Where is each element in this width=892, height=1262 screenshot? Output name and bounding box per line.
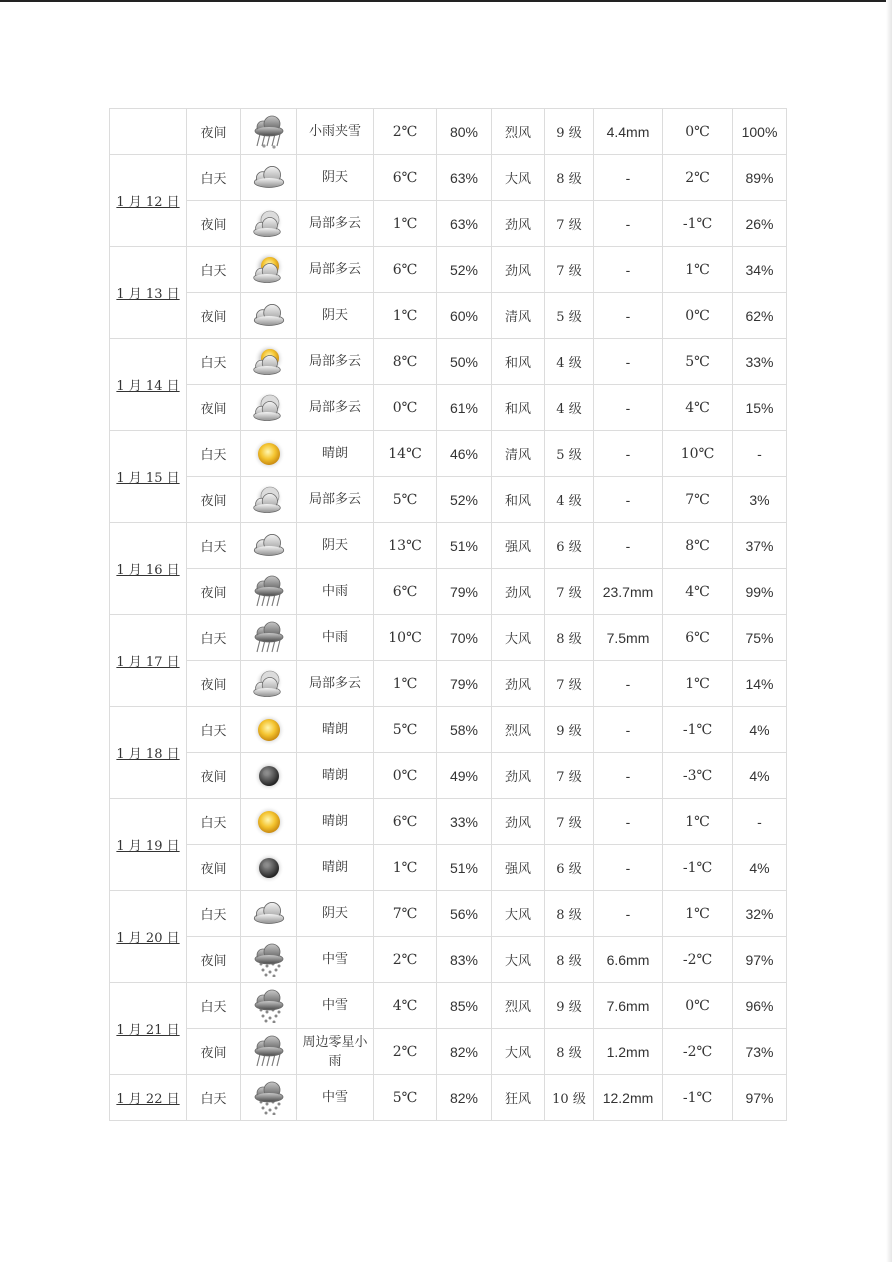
temperature-cell: 4℃ [374,983,437,1029]
table-row [110,937,787,983]
rain-icon [241,1029,297,1075]
wind-level-cell: 7 级 [545,569,594,615]
wind-level-cell: 8 级 [545,615,594,661]
temperature-cell: 1℃ [374,201,437,247]
weather-desc-cell: 晴朗 [297,799,374,845]
cloud-cover-cell: 62% [733,293,787,339]
temperature-cell: 10℃ [374,615,437,661]
dew-point-cell: 4℃ [663,569,733,615]
cloud-cover-cell: 99% [733,569,787,615]
period-cell: 夜间 [187,477,241,523]
weather-desc-cell: 中雪 [297,983,374,1029]
table-row [110,615,787,661]
wind-level-cell: 4 级 [545,477,594,523]
table-row [110,707,787,753]
partly-cloudy-day-icon [241,339,297,385]
date-link[interactable]: 1 月 14 日 [116,379,180,394]
temperature-cell: 1℃ [374,293,437,339]
weather-desc-cell: 中雨 [297,569,374,615]
rain-snow-icon [241,109,297,155]
wind-cell: 大风 [492,155,545,201]
dew-point-cell: 5℃ [663,339,733,385]
humidity-cell: 63% [437,201,492,247]
wind-cell: 烈风 [492,109,545,155]
dew-point-cell: -2℃ [663,937,733,983]
humidity-cell: 49% [437,753,492,799]
wind-cell: 大风 [492,891,545,937]
table-row [110,753,787,799]
wind-level-cell: 4 级 [545,385,594,431]
cloud-cover-cell: - [733,799,787,845]
cloud-cover-cell: 37% [733,523,787,569]
page-edge-shade [886,0,892,1262]
dew-point-cell: 8℃ [663,523,733,569]
dew-point-cell: 1℃ [663,891,733,937]
weather-desc-cell: 中雨 [297,615,374,661]
cloud-cover-cell: 26% [733,201,787,247]
period-cell: 白天 [187,1075,241,1121]
period-cell: 夜间 [187,845,241,891]
weather-desc-cell: 局部多云 [297,339,374,385]
rain-icon [241,569,297,615]
precipitation-cell: - [594,845,663,891]
precipitation-cell: 1.2mm [594,1029,663,1075]
precipitation-cell: 7.6mm [594,983,663,1029]
humidity-cell: 52% [437,477,492,523]
wind-level-cell: 9 级 [545,707,594,753]
weather-desc-cell: 周边零星小雨 [297,1029,374,1075]
humidity-cell: 50% [437,339,492,385]
period-cell: 夜间 [187,109,241,155]
period-cell: 白天 [187,339,241,385]
temperature-cell: 5℃ [374,707,437,753]
temperature-cell: 6℃ [374,569,437,615]
dew-point-cell: -1℃ [663,201,733,247]
table-row [110,1075,787,1121]
weather-desc-cell: 中雪 [297,937,374,983]
dew-point-cell: 0℃ [663,983,733,1029]
cloud-cover-cell: 100% [733,109,787,155]
cloud-cover-cell: 97% [733,1075,787,1121]
date-link[interactable]: 1 月 21 日 [116,1023,180,1038]
temperature-cell: 2℃ [374,1029,437,1075]
date-cell[interactable] [110,707,187,799]
weather-desc-cell: 阴天 [297,293,374,339]
date-link[interactable]: 1 月 17 日 [116,655,180,670]
period-cell: 白天 [187,431,241,477]
humidity-cell: 79% [437,661,492,707]
partly-cloudy-night-icon [241,661,297,707]
top-rule [0,0,892,2]
wind-cell: 劲风 [492,247,545,293]
date-link[interactable]: 1 月 16 日 [116,563,180,578]
wind-level-cell: 10 级 [545,1075,594,1121]
wind-level-cell: 4 级 [545,339,594,385]
wind-cell: 劲风 [492,569,545,615]
wind-level-cell: 5 级 [545,293,594,339]
wind-level-cell: 6 级 [545,845,594,891]
date-cell[interactable] [110,983,187,1075]
weather-desc-cell: 局部多云 [297,247,374,293]
humidity-cell: 52% [437,247,492,293]
overcast-icon [241,891,297,937]
date-cell[interactable] [110,615,187,707]
wind-level-cell: 8 级 [545,937,594,983]
date-cell[interactable] [110,799,187,891]
wind-level-cell: 7 级 [545,201,594,247]
humidity-cell: 46% [437,431,492,477]
temperature-cell: 13℃ [374,523,437,569]
period-cell: 白天 [187,523,241,569]
wind-cell: 劲风 [492,753,545,799]
period-cell: 白天 [187,983,241,1029]
weather-desc-cell: 局部多云 [297,477,374,523]
partly-cloudy-night-icon [241,201,297,247]
weather-desc-cell: 晴朗 [297,707,374,753]
weather-desc-cell: 阴天 [297,891,374,937]
cloud-cover-cell: 96% [733,983,787,1029]
table-row [110,661,787,707]
period-cell: 夜间 [187,569,241,615]
table-row [110,1029,787,1075]
dew-point-cell: 1℃ [663,661,733,707]
temperature-cell: 6℃ [374,155,437,201]
wind-cell: 和风 [492,339,545,385]
cloud-cover-cell: 73% [733,1029,787,1075]
period-cell: 夜间 [187,293,241,339]
date-cell[interactable] [110,891,187,983]
wind-level-cell: 8 级 [545,891,594,937]
date-link[interactable]: 1 月 15 日 [116,471,180,486]
date-link[interactable]: 1 月 18 日 [116,747,180,762]
wind-level-cell: 7 级 [545,753,594,799]
wind-level-cell: 7 级 [545,661,594,707]
dew-point-cell: 1℃ [663,799,733,845]
period-cell: 白天 [187,799,241,845]
period-cell: 夜间 [187,937,241,983]
dew-point-cell: 10℃ [663,431,733,477]
wind-cell: 劲风 [492,799,545,845]
precipitation-cell: 12.2mm [594,1075,663,1121]
weather-desc-cell: 小雨夹雪 [297,109,374,155]
period-cell: 白天 [187,155,241,201]
cloud-cover-cell: - [733,431,787,477]
rain-icon [241,615,297,661]
precipitation-cell: - [594,339,663,385]
table-row [110,339,787,385]
precipitation-cell: - [594,431,663,477]
wind-cell: 清风 [492,293,545,339]
wind-cell: 和风 [492,385,545,431]
table-row [110,477,787,523]
weather-desc-cell: 晴朗 [297,753,374,799]
precipitation-cell: - [594,247,663,293]
precipitation-cell: - [594,385,663,431]
weather-desc-cell: 局部多云 [297,661,374,707]
humidity-cell: 58% [437,707,492,753]
weather-desc-cell: 晴朗 [297,845,374,891]
wind-cell: 狂风 [492,1075,545,1121]
wind-level-cell: 8 级 [545,155,594,201]
wind-level-cell: 9 级 [545,983,594,1029]
cloud-cover-cell: 89% [733,155,787,201]
snow-icon [241,937,297,983]
wind-cell: 清风 [492,431,545,477]
cloud-cover-cell: 33% [733,339,787,385]
temperature-cell: 2℃ [374,109,437,155]
cloud-cover-cell: 15% [733,385,787,431]
date-link[interactable]: 1 月 19 日 [116,839,180,854]
sun-icon [241,707,297,753]
precipitation-cell: - [594,891,663,937]
wind-level-cell: 9 级 [545,109,594,155]
period-cell: 夜间 [187,1029,241,1075]
wind-cell: 劲风 [492,201,545,247]
date-link[interactable]: 1 月 13 日 [116,287,180,302]
temperature-cell: 1℃ [374,661,437,707]
dew-point-cell: 0℃ [663,293,733,339]
temperature-cell: 8℃ [374,339,437,385]
moon-icon [241,845,297,891]
temperature-cell: 2℃ [374,937,437,983]
period-cell: 夜间 [187,661,241,707]
humidity-cell: 82% [437,1075,492,1121]
date-cell[interactable] [110,1075,187,1121]
weather-table-body [110,109,787,1121]
wind-cell: 大风 [492,1029,545,1075]
precipitation-cell: - [594,155,663,201]
humidity-cell: 51% [437,845,492,891]
weather-desc-cell: 晴朗 [297,431,374,477]
weather-desc-cell: 阴天 [297,155,374,201]
temperature-cell: 14℃ [374,431,437,477]
wind-level-cell: 5 级 [545,431,594,477]
humidity-cell: 51% [437,523,492,569]
wind-cell: 大风 [492,937,545,983]
snow-icon [241,1075,297,1121]
precipitation-cell: 4.4mm [594,109,663,155]
date-cell[interactable] [110,155,187,247]
dew-point-cell: 7℃ [663,477,733,523]
table-row [110,109,787,155]
overcast-icon [241,293,297,339]
wind-level-cell: 8 级 [545,1029,594,1075]
table-row [110,385,787,431]
wind-cell: 和风 [492,477,545,523]
period-cell: 夜间 [187,201,241,247]
temperature-cell: 0℃ [374,385,437,431]
precipitation-cell: 23.7mm [594,569,663,615]
precipitation-cell: - [594,201,663,247]
wind-cell: 强风 [492,523,545,569]
dew-point-cell: 4℃ [663,385,733,431]
cloud-cover-cell: 75% [733,615,787,661]
precipitation-cell: 6.6mm [594,937,663,983]
dew-point-cell: 2℃ [663,155,733,201]
precipitation-cell: - [594,523,663,569]
date-cell[interactable] [110,523,187,615]
wind-cell: 劲风 [492,661,545,707]
precipitation-cell: - [594,799,663,845]
dew-point-cell: 1℃ [663,247,733,293]
weather-desc-cell: 中雪 [297,1075,374,1121]
humidity-cell: 33% [437,799,492,845]
date-link[interactable]: 1 月 22 日 [116,1092,180,1107]
dew-point-cell: -1℃ [663,707,733,753]
date-link[interactable]: 1 月 20 日 [116,931,180,946]
precipitation-cell: - [594,293,663,339]
humidity-cell: 82% [437,1029,492,1075]
dew-point-cell: -3℃ [663,753,733,799]
temperature-cell: 5℃ [374,477,437,523]
table-row [110,247,787,293]
dew-point-cell: -1℃ [663,1075,733,1121]
humidity-cell: 61% [437,385,492,431]
table-row [110,845,787,891]
date-cell[interactable] [110,109,187,155]
dew-point-cell: 0℃ [663,109,733,155]
sun-icon [241,431,297,477]
date-cell[interactable] [110,339,187,431]
temperature-cell: 5℃ [374,1075,437,1121]
partly-cloudy-night-icon [241,477,297,523]
humidity-cell: 56% [437,891,492,937]
partly-cloudy-night-icon [241,385,297,431]
table-row [110,293,787,339]
moon-icon [241,753,297,799]
table-row [110,155,787,201]
weather-desc-cell: 阴天 [297,523,374,569]
partly-cloudy-day-icon [241,247,297,293]
period-cell: 白天 [187,891,241,937]
temperature-cell: 1℃ [374,845,437,891]
date-link[interactable]: 1 月 12 日 [116,195,180,210]
humidity-cell: 63% [437,155,492,201]
cloud-cover-cell: 14% [733,661,787,707]
dew-point-cell: 6℃ [663,615,733,661]
humidity-cell: 70% [437,615,492,661]
wind-cell: 大风 [492,615,545,661]
date-cell[interactable] [110,247,187,339]
cloud-cover-cell: 34% [733,247,787,293]
wind-cell: 烈风 [492,983,545,1029]
humidity-cell: 60% [437,293,492,339]
cloud-cover-cell: 97% [733,937,787,983]
humidity-cell: 79% [437,569,492,615]
precipitation-cell: 7.5mm [594,615,663,661]
humidity-cell: 83% [437,937,492,983]
cloud-cover-cell: 3% [733,477,787,523]
overcast-icon [241,155,297,201]
dew-point-cell: -2℃ [663,1029,733,1075]
table-row [110,523,787,569]
period-cell: 白天 [187,615,241,661]
dew-point-cell: -1℃ [663,845,733,891]
wind-cell: 强风 [492,845,545,891]
cloud-cover-cell: 4% [733,707,787,753]
weather-forecast-table [109,108,787,1121]
humidity-cell: 80% [437,109,492,155]
period-cell: 夜间 [187,385,241,431]
overcast-icon [241,523,297,569]
table-row [110,983,787,1029]
table-row [110,431,787,477]
cloud-cover-cell: 32% [733,891,787,937]
sun-icon [241,799,297,845]
weather-desc-cell: 局部多云 [297,385,374,431]
table-row [110,891,787,937]
weather-desc-cell: 局部多云 [297,201,374,247]
wind-level-cell: 7 级 [545,799,594,845]
period-cell: 夜间 [187,753,241,799]
temperature-cell: 0℃ [374,753,437,799]
date-cell[interactable] [110,431,187,523]
cloud-cover-cell: 4% [733,845,787,891]
period-cell: 白天 [187,707,241,753]
table-row [110,201,787,247]
table-row [110,569,787,615]
wind-level-cell: 7 级 [545,247,594,293]
temperature-cell: 6℃ [374,799,437,845]
humidity-cell: 85% [437,983,492,1029]
precipitation-cell: - [594,707,663,753]
precipitation-cell: - [594,753,663,799]
cloud-cover-cell: 4% [733,753,787,799]
table-row [110,799,787,845]
temperature-cell: 6℃ [374,247,437,293]
snow-icon [241,983,297,1029]
wind-level-cell: 6 级 [545,523,594,569]
period-cell: 白天 [187,247,241,293]
wind-cell: 烈风 [492,707,545,753]
precipitation-cell: - [594,661,663,707]
temperature-cell: 7℃ [374,891,437,937]
precipitation-cell: - [594,477,663,523]
